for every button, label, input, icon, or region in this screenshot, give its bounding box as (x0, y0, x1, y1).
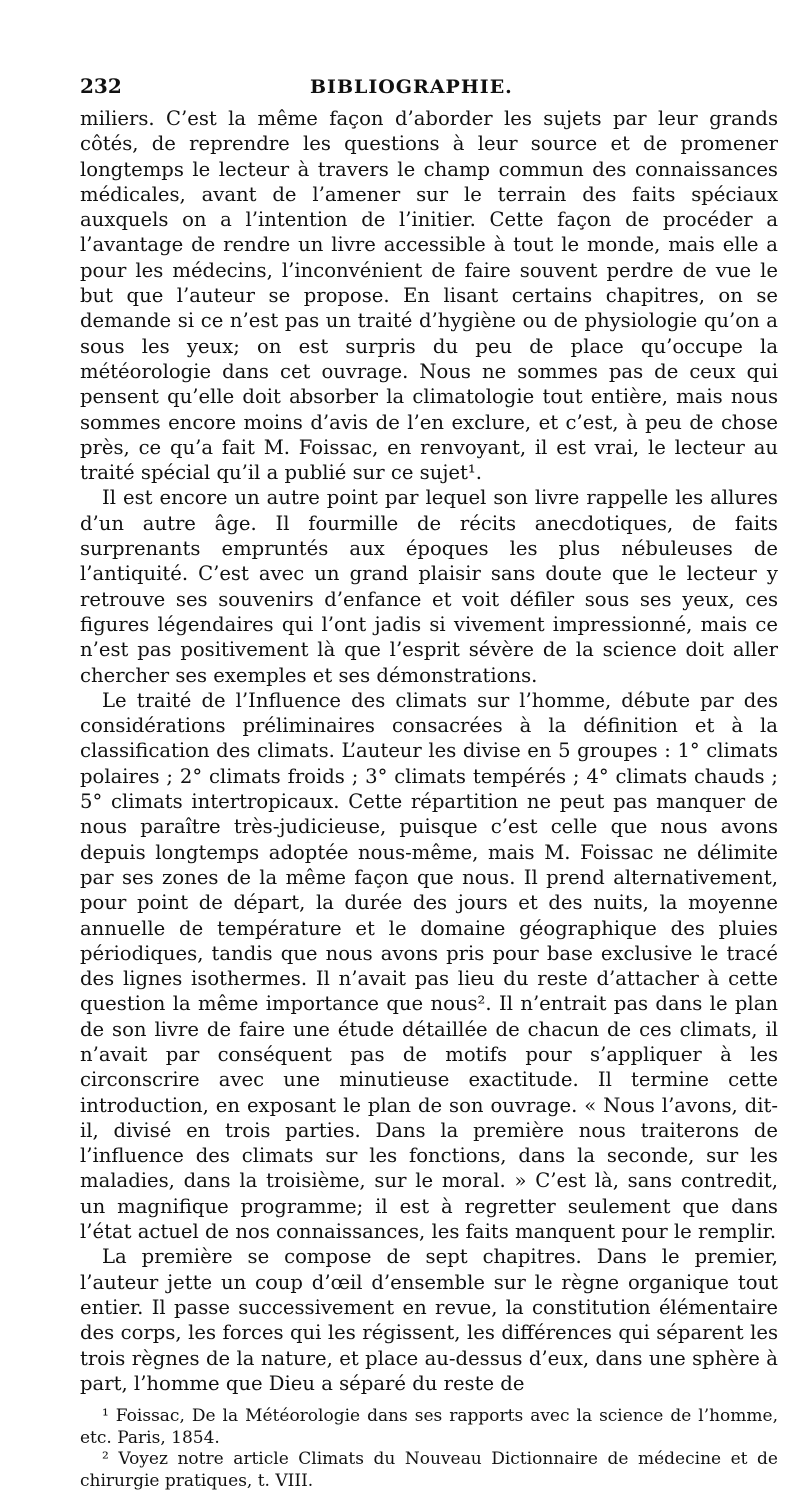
paragraph-1: miliers. C’est la même façon d’aborder les sujets par leur grands côtés, de reprendre les questions à leur source et de promener longtemps le lecteur à travers le champ commun des connaissances médicales, avant de l’amener sur le terrain des faits spéciaux auxquels on a l’intention de l’initier. Cette façon de procéder a l’avantage de rendre un livre accessible à tout le monde, mais elle a pour les médecins, l’inconvénient de faire souvent perdre de vue le but que l’auteur se propose. En lisant certains chapitres, on se demande si ce n’est pas un traité d’hygiène ou de physiologie qu’on a sous les yeux; on est surpris du peu de place qu’occupe la météorologie dans cet ouvrage. Nous ne sommes pas de ceux qui pensent qu’elle doit absorber la climatologie tout entière, mais nous sommes encore moins d’avis de l’en exclure, et c’est, à peu de chose près, ce qu’a fait M. Foissac, en renvoyant, il est vrai, le lecteur au traité spécial qu’il a publié sur ce sujet¹. (80, 107, 778, 485)
running-head: BIBLIOGRAPHIE. (310, 76, 513, 98)
paragraph-4: La première se compose de sept chapitres. Dans le premier, l’auteur jette un coup d’œil d’ensemble sur le règne organique tout entier. Il passe successivement en revue, la constitution élémentaire des corps, les forces qui les régissent, les différences qui séparent les trois règnes de la nature, et place au-dessus d’eux, dans une sphère à part, l’homme que Dieu a séparé du reste de (80, 1245, 778, 1395)
page-header (80, 74, 778, 100)
footnote-1: ¹ Foissac, De la Météorologie dans ses rapports avec la science de l’homme, etc. Paris, 1854. (80, 1406, 778, 1448)
footnotes (80, 1406, 778, 1492)
body-text (80, 106, 778, 1396)
paragraph-3: Le traité de l’Influence des climats sur l’homme, débute par des considérations préliminaires consacrées à la définition et à la classification des climats. L’auteur les divise en 5 groupes : 1° climats polaires ; 2° climats froids ; 3° climats tempérés ; 4° climats chauds ; 5° climats intertropicaux. Cette répartition ne peut pas manquer de nous paraître très-judicieuse, puisque c’est celle que nous avons depuis longtemps adoptée nous-même, mais M. Foissac ne délimite par ses zones de la même façon que nous. Il prend alternativement, pour point de départ, la durée des jours et des nuits, la moyenne annuelle de température et le domaine géographique des pluies périodiques, tandis que nous avons pris pour base exclusive le tracé des lignes isothermes. Il n’avait pas lieu du reste d’attacher à cette question la même importance que nous². Il n’entrait pas dans le plan de son livre de faire une étude détaillée de chacun de ces climats, il n’avait par conséquent pas de motifs pour s’appliquer à les circonscrire avec une minutieuse exactitude. Il termine cette introduction, en exposant le plan de son ouvrage. « Nous l’avons, dit-il, divisé en trois parties. Dans la première nous traiterons de l’influence des climats sur les fonctions, dans la seconde, sur les maladies, dans la troisième, sur le moral. » C’est là, sans contredit, un magnifique programme; il est à regretter seulement que dans l’état actuel de nos connaissances, les faits manquent pour le remplir. (80, 688, 778, 1244)
footnote-2: ² Voyez notre article Climats du Nouveau Dictionnaire de médecine et de chirurgie pratiques, t. VIII. (80, 1449, 778, 1491)
paragraph-2: Il est encore un autre point par lequel son livre rappelle les allures d’un autre âge. Il fourmille de récits anecdotiques, de faits surprenants empruntés aux époques les plus nébuleuses de l’antiquité. C’est avec un grand plaisir sans doute que le lecteur y retrouve ses souvenirs d’enfance et voit défiler sous ses yeux, ces figures légendaires qui l’ont jadis si vivement impressionné, mais ce n’est pas positivement là que l’esprit sévère de la science doit aller chercher ses exemples et ses démonstrations. (80, 486, 778, 687)
page-number: 232 (80, 74, 122, 98)
